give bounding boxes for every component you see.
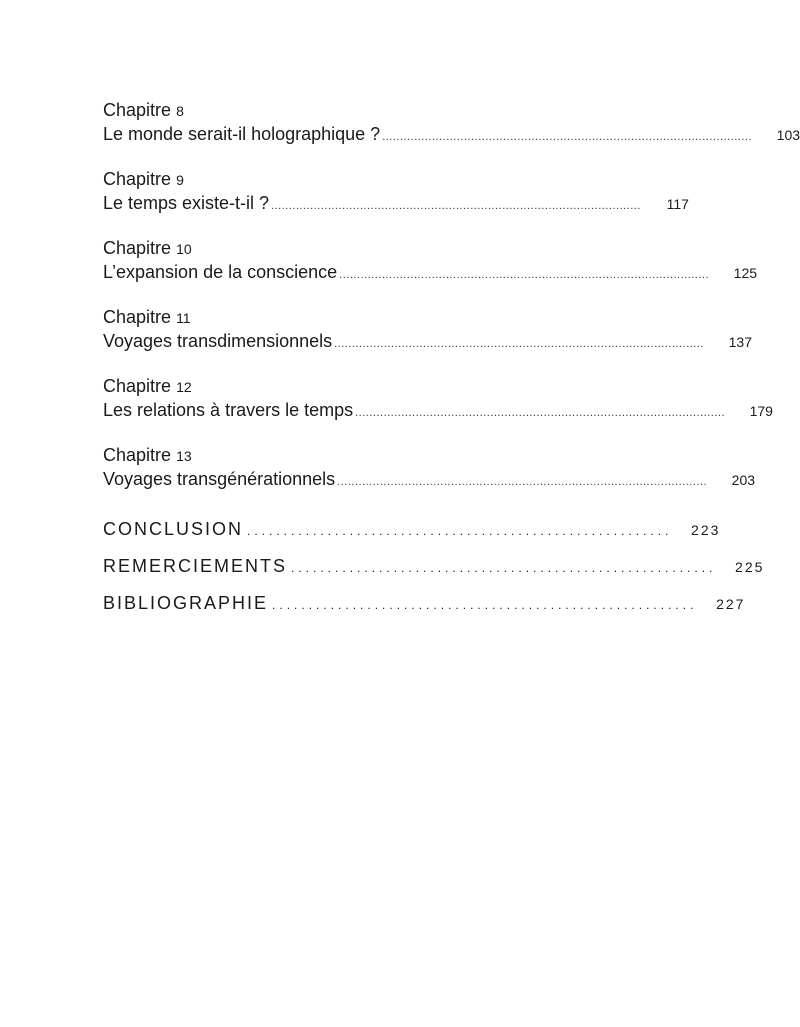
chapter-label: Chapitre [103,238,172,258]
back-matter-title: REMERCIEMENTS [103,556,288,576]
dot-leader: .......................................................... [272,598,698,612]
page-number: 227 [716,596,746,612]
page-number: 203 [731,472,756,488]
chapter-label: Chapitre [103,376,172,396]
dot-leader: ........................................................................................................ [382,131,753,143]
dot-leader: ........................................................................................................ [339,269,710,281]
page-number: 225 [735,559,765,575]
back-matter-title: CONCLUSION [103,519,244,539]
page-number: 103 [776,127,800,143]
chapter-heading [103,374,598,398]
toc-entry-remerciements [103,554,765,578]
toc-entry [103,467,756,491]
chapter-number: 13 [176,448,192,464]
chapter-heading [103,305,598,329]
chapter-number: 11 [176,310,191,326]
chapter-label: Chapitre [103,100,172,120]
back-matter [103,517,765,615]
chapter-label: Chapitre [103,307,172,327]
chapter-number: 9 [176,172,184,188]
chapter-heading [103,236,598,260]
toc-chapter-9 [103,167,689,215]
table-of-contents [103,98,800,628]
toc-entry [103,122,800,146]
toc-chapter-12 [103,374,773,422]
dot-leader: .......................................................... [291,561,717,575]
toc-chapter-11 [103,305,752,353]
toc-entry [103,329,752,353]
back-matter-title: BIBLIOGRAPHIE [103,593,269,613]
chapter-heading [103,443,598,467]
toc-chapter-10 [103,236,758,284]
page-number: 137 [728,334,752,350]
chapter-title: Le monde serait-il holographique ? [103,124,381,144]
toc-chapter-8 [103,98,800,146]
dot-leader: ........................................................................................................ [337,476,708,488]
toc-chapter-13 [103,443,756,491]
chapter-title: Voyages transdimensionnels [103,331,333,351]
chapter-number: 8 [176,103,184,119]
page-number: 223 [691,522,721,538]
toc-entry [103,398,773,422]
toc-entry-bibliographie [103,591,746,615]
dot-leader: .......................................................... [247,524,673,538]
page-number: 179 [749,403,773,419]
chapter-number: 12 [176,379,192,395]
chapter-label: Chapitre [103,445,172,465]
dot-leader: ........................................................................................................ [355,407,725,419]
chapter-title: Voyages transgénérationnels [103,469,336,489]
chapter-heading [103,167,598,191]
chapter-heading [103,98,598,122]
toc-entry [103,260,758,284]
toc-entry [103,191,689,215]
chapter-title: L’expansion de la conscience [103,262,338,282]
chapter-title: Le temps existe-t-il ? [103,193,270,213]
page-number: 125 [733,265,758,281]
dot-leader: ........................................................................................................ [271,200,641,212]
chapter-number: 10 [176,241,192,257]
page-number: 117 [666,196,689,212]
toc-entry-conclusion [103,517,721,541]
dot-leader: ........................................................................................................ [334,338,704,350]
chapter-label: Chapitre [103,169,172,189]
chapter-title: Les relations à travers le temps [103,400,354,420]
